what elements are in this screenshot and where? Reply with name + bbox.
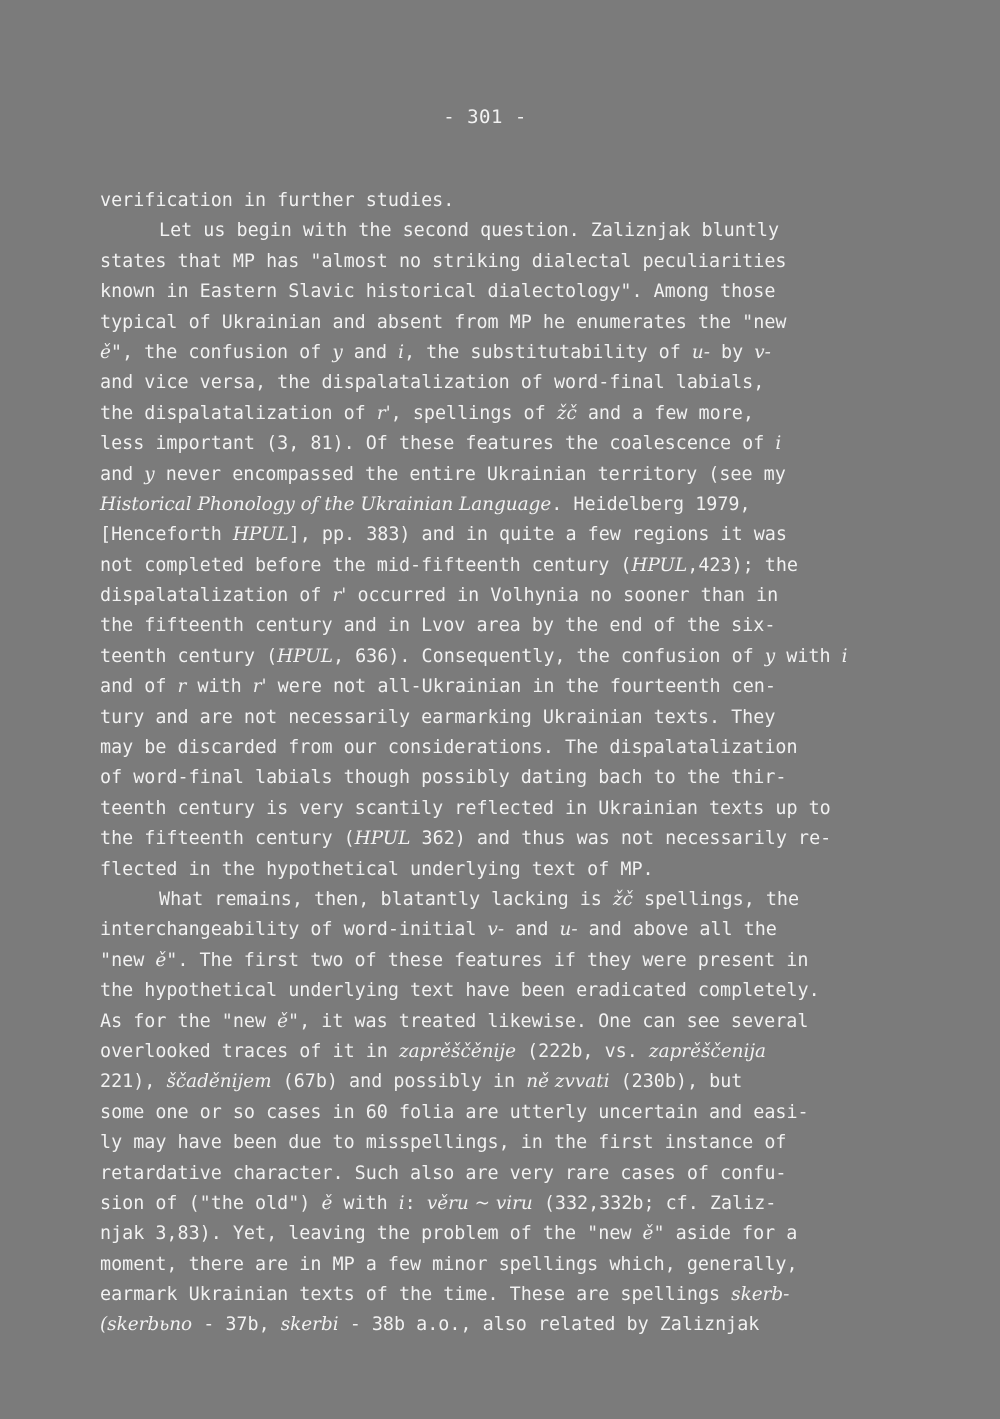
text-line <box>100 824 920 854</box>
text-segment: " aside for a <box>653 1223 798 1245</box>
italic-term: (skerbьno <box>100 1314 193 1336</box>
text-segment: the dispalatalization of <box>100 402 377 424</box>
text-segment: ", the confusion of <box>110 341 333 363</box>
text-line <box>100 490 920 520</box>
text-segment: and of <box>100 676 178 698</box>
text-segment: (332,332b; cf. Zaliz- <box>532 1192 777 1214</box>
text-line <box>100 277 920 307</box>
text-segment: , spellings of <box>390 402 557 424</box>
text-line <box>100 308 920 338</box>
text-line <box>100 1219 920 1249</box>
italic-term: HPUL <box>631 554 688 576</box>
italic-term: r' <box>252 676 267 698</box>
text-segment: typical of Ukrainian and absent from MP he enumerates the "new <box>100 311 787 333</box>
text-segment: and <box>342 341 399 363</box>
text-line <box>100 216 920 246</box>
text-segment: "new <box>100 949 156 971</box>
italic-term: i <box>841 645 848 667</box>
text-segment: and a few more, <box>576 402 754 424</box>
italic-term: u- <box>559 919 578 941</box>
text-segment: with <box>775 645 842 667</box>
text-segment: njak 3,83). Yet, leaving the problem of the "new <box>100 1223 643 1245</box>
italic-term: r <box>177 676 187 698</box>
text-line <box>100 1159 920 1189</box>
text-segment: with <box>186 676 253 698</box>
text-segment: some one or so cases in 60 folia are utterly uncertain and easi- <box>100 1101 809 1123</box>
text-segment: interchangeability of word-initial <box>100 919 488 941</box>
italic-term: ě <box>321 1192 333 1214</box>
text-segment: sion of ("the old") <box>100 1192 322 1214</box>
text-segment: flected in the hypothetical underlying text of MP. <box>100 858 654 880</box>
italic-term: HPUL <box>232 524 289 546</box>
text-segment: , the substitutability of <box>404 341 692 363</box>
italic-term: skerb- <box>731 1284 790 1306</box>
text-segment: ly may have been due to misspellings, in the first instance of <box>100 1132 787 1154</box>
text-segment: (230b), but <box>609 1071 743 1093</box>
text-segment: As for the "new <box>100 1010 278 1032</box>
italic-term: i <box>775 433 782 455</box>
text-segment: occurred in Volhynia no sooner than in <box>346 585 779 607</box>
italic-term: žč <box>556 402 577 424</box>
italic-term: v- <box>487 919 505 941</box>
text-segment: never encompassed the entire Ukrainian territory (see my <box>154 463 786 485</box>
italic-term: ě <box>155 949 167 971</box>
text-segment: , 636). Consequently, the confusion of <box>332 645 765 667</box>
italic-term: zaprěščěnije <box>398 1040 516 1062</box>
text-line <box>100 1067 920 1097</box>
text-line <box>100 885 920 915</box>
text-segment: may be discarded from our considerations. The dispalatalization <box>100 737 798 759</box>
text-line <box>100 1189 920 1219</box>
text-line <box>100 642 920 672</box>
italic-term: ně zvvati <box>526 1071 610 1093</box>
text-segment: tury and are not necessarily earmarking Ukrainian texts. They <box>100 706 776 728</box>
text-line <box>100 611 920 641</box>
text-line <box>100 581 920 611</box>
italic-term: y <box>764 645 776 667</box>
italic-term: zaprěščenija <box>648 1040 766 1062</box>
text-segment: . Heidelberg 1979, <box>551 493 751 515</box>
italic-term: r' <box>332 585 347 607</box>
text-segment: ], pp. 383) and in quite a few regions it was <box>288 524 787 546</box>
text-segment: (67b) and possibly in <box>271 1071 527 1093</box>
text-segment: moment, there are in MP a few minor spellings which, generally, <box>100 1253 798 1275</box>
text-segment: and <box>504 919 560 941</box>
text-segment: and vice versa, the dispalatalization of word-final labials, <box>100 372 765 394</box>
italic-term: ě <box>277 1010 289 1032</box>
text-line <box>100 1098 920 1128</box>
text-line <box>100 1037 920 1067</box>
text-segment: with <box>332 1192 399 1214</box>
text-segment: verification in further studies. <box>100 190 455 211</box>
text-line <box>100 915 920 945</box>
text-segment: 362) and thus was not necessarily re- <box>410 828 832 850</box>
text-line <box>100 672 920 702</box>
text-line <box>100 338 920 368</box>
text-segment: [Henceforth <box>100 524 233 546</box>
italic-term: u- <box>691 341 710 363</box>
text-segment: the fifteenth century and in Lvov area by the end of the six- <box>100 615 776 637</box>
text-segment: overlooked traces of it in <box>100 1040 399 1062</box>
text-segment: known in Eastern Slavic historical dialectology". Among those <box>100 281 776 303</box>
text-line <box>100 976 920 1006</box>
text-segment: by <box>709 341 755 363</box>
text-segment: : <box>404 1192 427 1214</box>
text-segment: ". The first two of these features if they were present in <box>166 949 809 971</box>
italic-term: skerbi <box>280 1314 339 1336</box>
text-line <box>100 946 920 976</box>
text-segment: the fifteenth century ( <box>100 828 355 850</box>
italic-term: r' <box>376 402 391 424</box>
text-segment: spellings, the <box>632 888 800 910</box>
text-line <box>100 1128 920 1158</box>
text-segment: - 38b a.o., also related by Zaliznjak <box>338 1314 760 1336</box>
text-segment: What remains, then, blatantly lacking is <box>159 888 613 910</box>
text-line <box>100 1280 920 1310</box>
text-segment: ", it was treated likewise. One can see several <box>288 1010 809 1032</box>
text-segment: less important (3, 81). Of these features the coalescence of <box>100 433 776 455</box>
text-segment: and <box>100 463 145 485</box>
text-segment: not completed before the mid-fifteenth century ( <box>100 554 632 576</box>
italic-term: y <box>332 341 343 363</box>
italic-term: HPUL <box>354 828 411 850</box>
text-line <box>100 368 920 398</box>
text-line <box>100 703 920 733</box>
italic-term: Historical Phonology of the Ukrainian Language <box>100 493 552 515</box>
text-segment: Let us begin with the second question. Zaliznjak bluntly <box>159 220 780 242</box>
text-segment: and above all the <box>577 919 777 941</box>
text-segment: dispalatalization of <box>100 585 333 607</box>
text-segment: teenth century is very scantily reflected in Ukrainian texts up to <box>100 797 831 819</box>
text-line <box>100 1250 920 1280</box>
page-number: - 301 - <box>443 106 527 128</box>
italic-term: věru ~ viru <box>426 1192 533 1214</box>
text-segment: the hypothetical underlying text have been eradicated completely. <box>100 980 820 1002</box>
text-line <box>100 186 920 216</box>
italic-term: v- <box>754 341 771 363</box>
text-segment: 221), <box>100 1071 167 1093</box>
body-text <box>100 186 920 1341</box>
text-segment: teenth century ( <box>100 645 278 667</box>
text-line <box>100 1310 920 1340</box>
text-segment: (222b, vs. <box>516 1040 649 1062</box>
text-segment: were not all-Ukrainian in the fourteenth cen- <box>266 676 776 698</box>
text-line <box>100 1007 920 1037</box>
text-line <box>100 399 920 429</box>
text-line <box>100 855 920 885</box>
text-segment: ,423); the <box>687 554 799 576</box>
text-line <box>100 429 920 459</box>
text-line <box>100 733 920 763</box>
text-segment: retardative character. Such also are very rare cases of confu- <box>100 1162 787 1184</box>
italic-term: ě <box>100 341 111 363</box>
italic-term: ščaděnijem <box>166 1071 272 1093</box>
text-segment: states that MP has "almost no striking dialectal peculiarities <box>100 250 787 272</box>
text-line <box>100 551 920 581</box>
text-line <box>100 460 920 490</box>
text-line <box>100 520 920 550</box>
italic-term: y <box>144 463 155 485</box>
text-line <box>100 763 920 793</box>
text-segment: earmark Ukrainian texts of the time. These are spellings <box>100 1284 732 1306</box>
text-line <box>100 794 920 824</box>
italic-term: ě <box>642 1223 654 1245</box>
italic-term: žč <box>612 888 633 910</box>
italic-term: HPUL <box>277 645 333 667</box>
italic-term: i <box>398 341 404 363</box>
text-line <box>100 247 920 277</box>
text-segment: of word-final labials though possibly dating bach to the thir- <box>100 767 787 789</box>
text-segment: - 37b, <box>192 1314 281 1336</box>
italic-term: i <box>398 1192 405 1214</box>
